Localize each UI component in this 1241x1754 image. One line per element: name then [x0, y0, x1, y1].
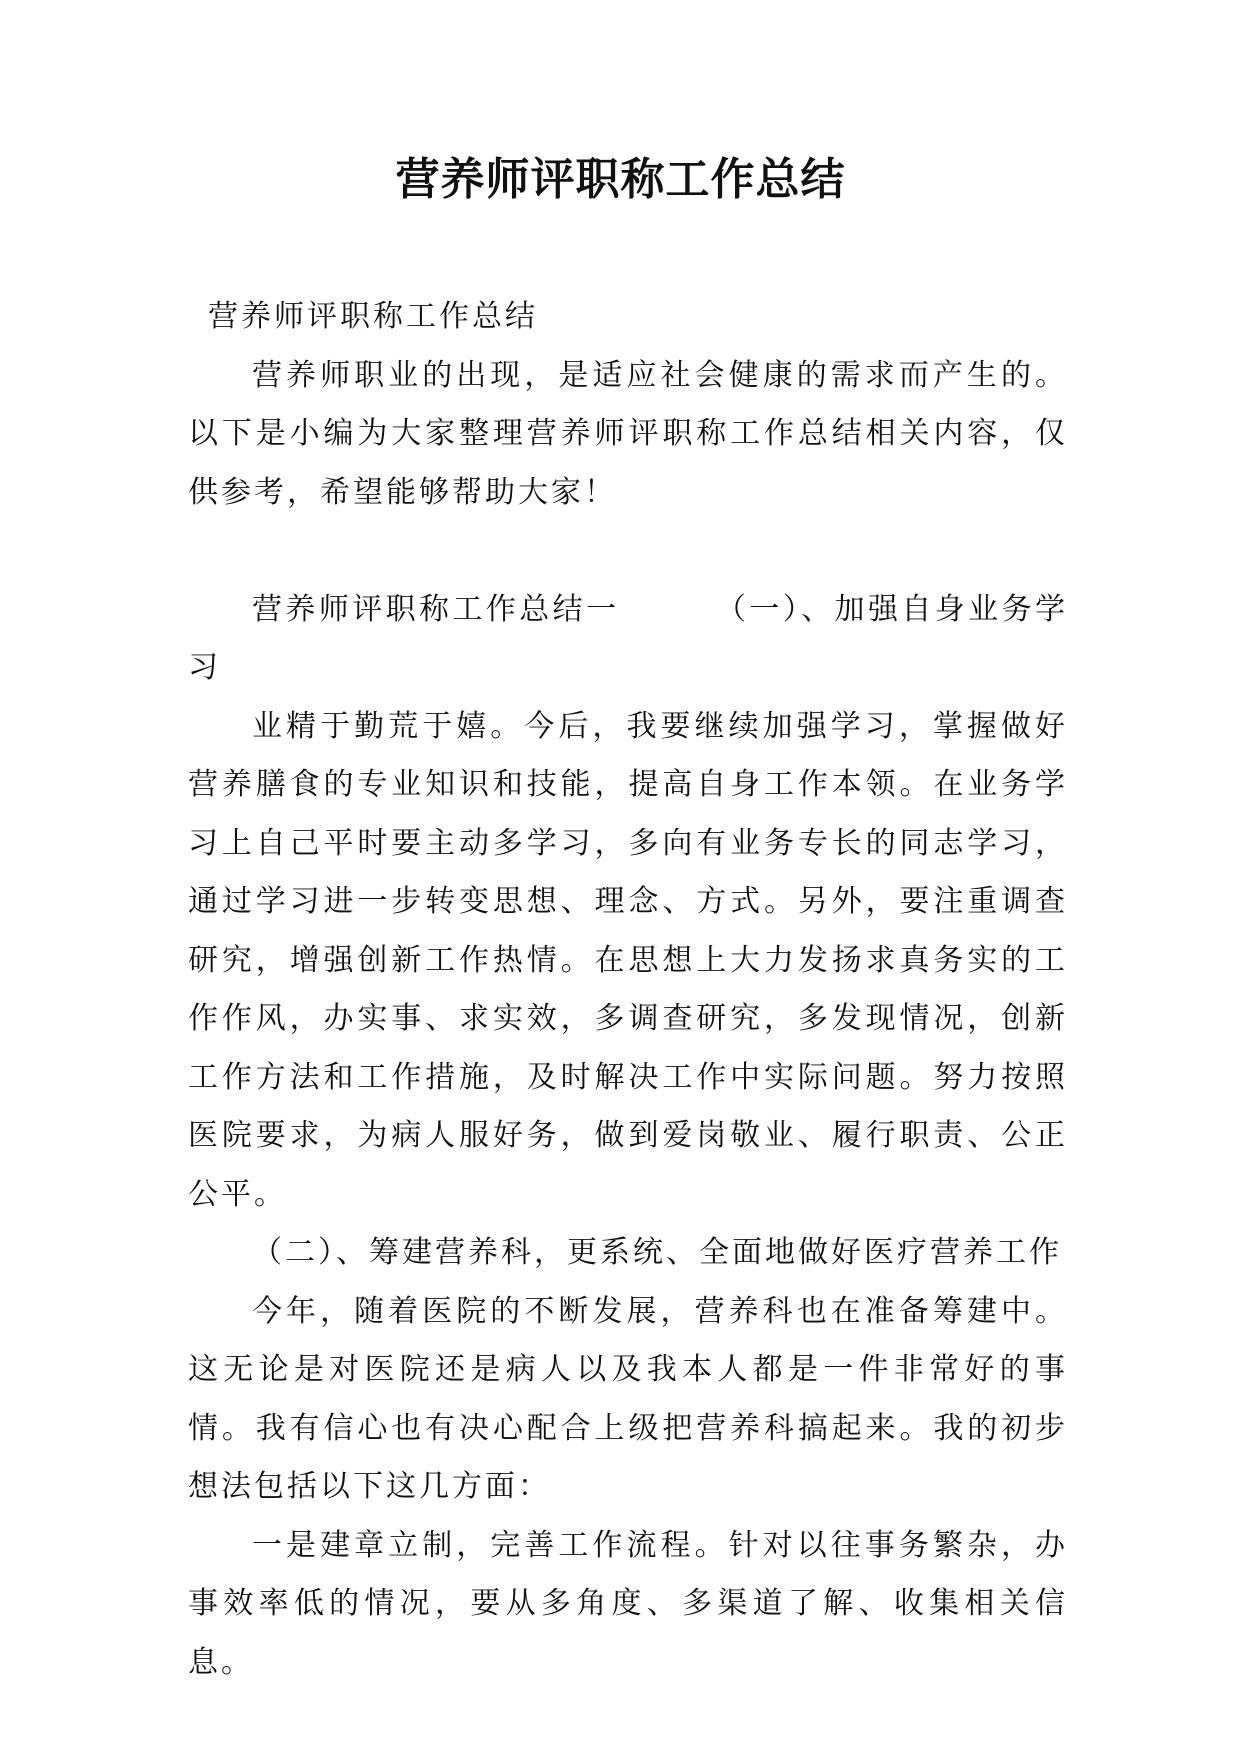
section-one-heading: 营养师评职称工作总结一	[252, 591, 620, 627]
paragraph-spacer	[188, 522, 1068, 581]
document-subtitle: 营养师评职称工作总结	[208, 299, 538, 334]
part-two-paragraph: 今年，随着医院的不断发展，营养科也在准备筹建中。这无论是对医院还是病人以及我本人都是一件非常好的事情。我有信心也有决心配合上级把营养科搞起来。我的初步想法包括以下这几方面：	[188, 1293, 1068, 1504]
part-two-heading: （二）、筹建营养科，更系统、全面地做好医疗营养工作	[252, 1235, 1062, 1270]
point-one-paragraph: 一是建章立制，完善工作流程。针对以往事务繁杂，办事效率低的情况，要从多角度、多渠道了解、收集相关信息。	[188, 1527, 1068, 1680]
document-title: 营养师评职称工作总结	[395, 154, 846, 205]
intro-paragraph: 营养师职业的出现，是适应社会健康的需求而产生的。以下是小编为大家整理营养师评职称工作总结相关内容，仅供参考，希望能够帮助大家！	[188, 357, 1068, 510]
section-heading-line	[188, 581, 1068, 698]
part-one-paragraph: 业精于勤荒于嬉。今后，我要继续加强学习，掌握做好营养膳食的专业知识和技能，提高自身工作本领。在业务学习上自己平时要主动多学习，多向有业务专长的同志学习，通过学习进一步转变思想、理念、方式。另外，要注重调查研究，增强创新工作热情。在思想上大力发扬求真务实的工作作风，办实事、求实效，多调查研究，多发现情况，创新工作方法和工作措施，及时解决工作中实际问题。努力按照医院要求，为病人服好务，做到爱岗敬业、履行职责、公正公平。	[188, 708, 1068, 1212]
document-body	[188, 288, 1068, 1692]
part-one-heading: （一）、加强自身业务学习	[188, 591, 1068, 685]
